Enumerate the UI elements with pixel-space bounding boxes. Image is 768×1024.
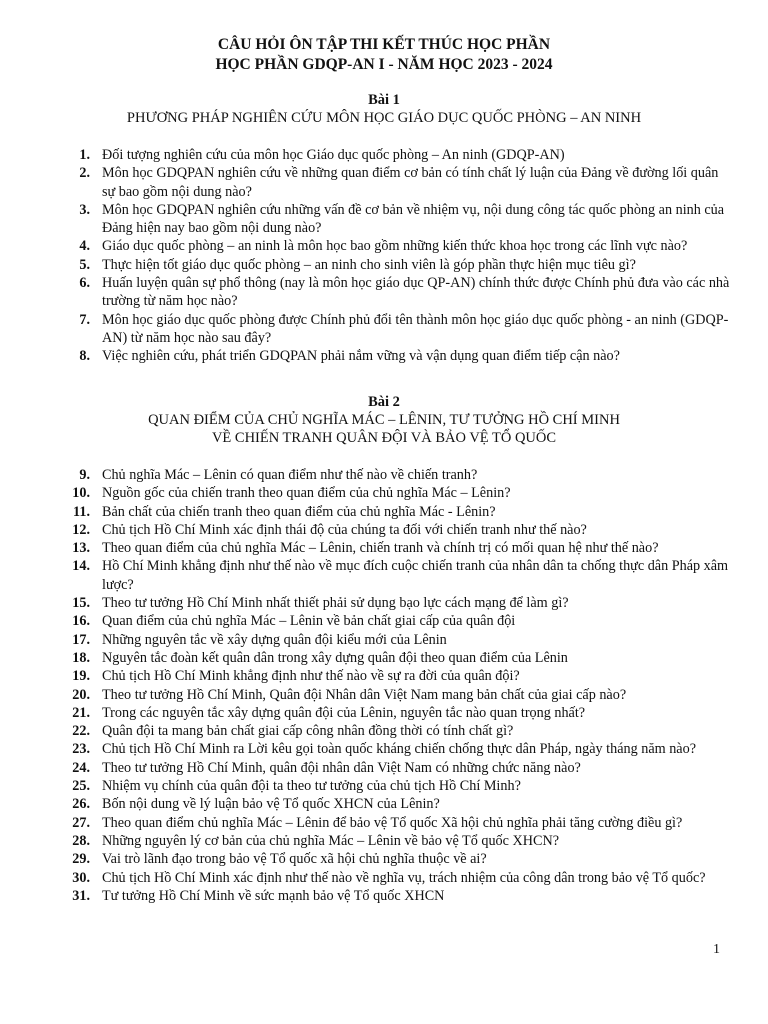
question-number: 29. bbox=[72, 851, 90, 868]
question-item bbox=[0, 612, 768, 630]
question-number: 6. bbox=[79, 275, 90, 292]
question-item bbox=[0, 146, 768, 164]
question-number: 22. bbox=[72, 723, 90, 740]
question-item bbox=[0, 311, 768, 348]
question-text: Bốn nội dung về lý luận bảo vệ Tổ quốc XHCN của Lênin? bbox=[102, 796, 440, 813]
question-number: 20. bbox=[72, 686, 90, 703]
section-2-question-list bbox=[0, 466, 768, 905]
question-number: 16. bbox=[72, 613, 90, 630]
question-text: Trong các nguyên tắc xây dựng quân đội của Lênin, nguyên tắc nào quan trọng nhất? bbox=[102, 704, 586, 721]
section-2-heading bbox=[0, 393, 768, 447]
question-text: Môn học GDQPAN nghiên cứu những vấn đề cơ bản về nhiệm vụ, nội dung công tác quốc phòng an ninh của Đảng hiện nay bao gồm nội dung nào? bbox=[102, 201, 725, 237]
question-number: 13. bbox=[72, 540, 90, 557]
section-1-subtitle: PHƯƠNG PHÁP NGHIÊN CỨU MÔN HỌC GIÁO DỤC QUỐC PHÒNG – AN NINH bbox=[126, 110, 642, 126]
question-number: 21. bbox=[72, 704, 90, 721]
question-item bbox=[0, 256, 768, 274]
question-item bbox=[0, 347, 768, 365]
section-1-lesson: Bài 1 bbox=[368, 92, 400, 108]
question-number: 28. bbox=[72, 832, 90, 849]
question-text: Theo quan điểm của chủ nghĩa Mác – Lênin, chiến tranh và chính trị có mối quan hệ như thế nào? bbox=[102, 540, 659, 557]
section-1-question-list bbox=[0, 146, 768, 366]
question-number: 27. bbox=[72, 814, 90, 831]
question-number: 12. bbox=[72, 521, 90, 538]
question-item bbox=[0, 503, 768, 521]
question-number: 23. bbox=[72, 741, 90, 758]
question-item bbox=[0, 686, 768, 704]
question-number: 26. bbox=[72, 796, 90, 813]
question-text: Theo tư tưởng Hồ Chí Minh, Quân đội Nhân dân Việt Nam mang bản chất của giai cấp nào? bbox=[102, 686, 627, 703]
question-text: Đối tượng nghiên cứu của môn học Giáo dục quốc phòng – An ninh (GDQP-AN) bbox=[102, 147, 565, 163]
question-text: Chủ nghĩa Mác – Lênin có quan điểm như thế nào về chiến tranh? bbox=[102, 467, 478, 483]
question-number: 2. bbox=[79, 165, 90, 182]
question-number: 25. bbox=[72, 778, 90, 795]
question-text: Giáo dục quốc phòng – an ninh là môn học bao gồm những kiến thức khoa học trong các lĩnh vực nào? bbox=[102, 238, 688, 255]
question-item bbox=[0, 466, 768, 484]
question-text: Quan điểm của chủ nghĩa Mác – Lênin về bản chất giai cấp của quân đội bbox=[102, 613, 516, 630]
question-text: Bản chất của chiến tranh theo quan điểm của chủ nghĩa Mác - Lênin? bbox=[102, 503, 496, 520]
question-text: Huấn luyện quân sự phổ thông (nay là môn học giáo dục QP-AN) chính thức được Chính phủ đưa vào các nhà trường từ năm học nào? bbox=[102, 275, 730, 310]
question-text: Hồ Chí Minh khẳng định như thế nào về mục đích cuộc chiến tranh của nhân dân ta chống thực dân Pháp xâm lược? bbox=[102, 558, 729, 593]
question-text: Chủ tịch Hồ Chí Minh xác định như thế nào về nghĩa vụ, trách nhiệm của công dân trong bảo vệ Tổ quốc? bbox=[102, 869, 706, 886]
question-number: 24. bbox=[72, 759, 90, 776]
question-number: 5. bbox=[79, 256, 90, 273]
question-text: Thực hiện tốt giáo dục quốc phòng – an ninh cho sinh viên là góp phần thực hiện mục tiêu gì? bbox=[102, 256, 636, 273]
question-item bbox=[0, 521, 768, 539]
question-number: 19. bbox=[72, 668, 90, 685]
question-text: Theo quan điểm chủ nghĩa Mác – Lênin để bảo vệ Tổ quốc Xã hội chủ nghĩa phải tăng cường điều gì? bbox=[102, 814, 683, 831]
question-text: Việc nghiên cứu, phát triển GDQPAN phải nắm vững và vận dụng quan điểm tiếp cận nào? bbox=[102, 348, 620, 365]
question-number: 9. bbox=[79, 467, 90, 483]
question-text: Quân đội ta mang bản chất giai cấp công nhân đồng thời có tính chất gì? bbox=[102, 723, 514, 740]
question-number: 17. bbox=[72, 631, 90, 648]
question-item bbox=[0, 667, 768, 685]
question-item bbox=[0, 722, 768, 740]
question-item bbox=[0, 164, 768, 201]
question-text: Chủ tịch Hồ Chí Minh ra Lời kêu gọi toàn quốc kháng chiến chống thực dân Pháp, ngày tháng năm nào? bbox=[102, 741, 696, 758]
question-item bbox=[0, 237, 768, 255]
question-number: 7. bbox=[79, 311, 90, 328]
question-item bbox=[0, 759, 768, 777]
question-number: 14. bbox=[72, 558, 90, 575]
question-item bbox=[0, 869, 768, 887]
question-item bbox=[0, 201, 768, 238]
question-item bbox=[0, 649, 768, 667]
question-item bbox=[0, 832, 768, 850]
question-number: 3. bbox=[79, 201, 90, 218]
section-1-heading bbox=[0, 91, 768, 127]
question-text: Vai trò lãnh đạo trong bảo vệ Tổ quốc xã hội chủ nghĩa thuộc về ai? bbox=[102, 851, 487, 868]
question-item bbox=[0, 850, 768, 868]
question-text: Những nguyên tắc về xây dựng quân đội kiểu mới của Lênin bbox=[102, 631, 447, 648]
page-number: 1 bbox=[713, 942, 720, 957]
question-number: 18. bbox=[72, 649, 90, 666]
document-title-line1: CÂU HỎI ÔN TẬP THI KẾT THÚC HỌC PHẦN bbox=[217, 36, 551, 53]
question-text: Nhiệm vụ chính của quân đội ta theo tư tưởng của chủ tịch Hồ Chí Minh? bbox=[102, 778, 521, 795]
question-number: 30. bbox=[72, 869, 90, 886]
question-number: 10. bbox=[72, 485, 90, 502]
question-text: Môn học GDQPAN nghiên cứu về những quan điểm cơ bản có tính chất lý luận của Đảng về đường lối quân sự bao gồm nội dung nào? bbox=[102, 165, 719, 200]
question-number: 31. bbox=[72, 887, 90, 904]
question-text: Nguyên tắc đoàn kết quân dân trong xây dựng quân đội theo quan điểm của Lênin bbox=[102, 649, 568, 666]
section-2-subtitle-line2: VỀ CHIẾN TRANH QUÂN ĐỘI VÀ BẢO VỆ TỔ QUỐC bbox=[211, 430, 557, 446]
question-item bbox=[0, 740, 768, 758]
question-item bbox=[0, 539, 768, 557]
question-text: Nguồn gốc của chiến tranh theo quan điểm của chủ nghĩa Mác – Lênin? bbox=[102, 485, 511, 502]
question-text: Chủ tịch Hồ Chí Minh khẳng định như thế nào về sự ra đời của quân đội? bbox=[102, 668, 520, 685]
question-item bbox=[0, 484, 768, 502]
question-text: Chủ tịch Hồ Chí Minh xác định thái độ của chúng ta đối với chiến tranh như thế nào? bbox=[102, 521, 587, 538]
section-2-subtitle-line1: QUAN ĐIỂM CỦA CHỦ NGHĨA MÁC – LÊNIN, TƯ TƯỞNG HỒ CHÍ MINH bbox=[148, 412, 620, 428]
question-item bbox=[0, 557, 768, 594]
question-text: Theo tư tưởng Hồ Chí Minh nhất thiết phải sử dụng bạo lực cách mạng để làm gì? bbox=[102, 595, 569, 612]
question-number: 8. bbox=[79, 348, 90, 365]
question-text: Những nguyên lý cơ bản của chủ nghĩa Mác – Lênin về bảo vệ Tổ quốc XHCN? bbox=[102, 832, 559, 849]
question-number: 4. bbox=[79, 238, 90, 255]
document-title-line2: HỌC PHẦN GDQP-AN I - NĂM HỌC 2023 - 2024 bbox=[215, 56, 553, 73]
question-text: Môn học giáo dục quốc phòng được Chính phủ đổi tên thành môn học giáo dục quốc phòng - an ninh (GDQP-AN) từ năm học nào sau đây? bbox=[102, 311, 729, 346]
question-item bbox=[0, 704, 768, 722]
question-item bbox=[0, 795, 768, 813]
question-item bbox=[0, 777, 768, 795]
question-item bbox=[0, 594, 768, 612]
section-2-lesson: Bài 2 bbox=[368, 394, 400, 410]
question-number: 15. bbox=[72, 595, 90, 612]
question-item bbox=[0, 274, 768, 311]
question-number: 11. bbox=[73, 503, 90, 520]
question-number: 1. bbox=[79, 147, 90, 163]
question-item bbox=[0, 887, 768, 905]
question-text: Tư tưởng Hồ Chí Minh về sức mạnh bảo vệ Tổ quốc XHCN bbox=[102, 887, 445, 904]
question-item bbox=[0, 814, 768, 832]
question-text: Theo tư tưởng Hồ Chí Minh, quân đội nhân dân Việt Nam có những chức năng nào? bbox=[102, 759, 581, 776]
question-item bbox=[0, 631, 768, 649]
